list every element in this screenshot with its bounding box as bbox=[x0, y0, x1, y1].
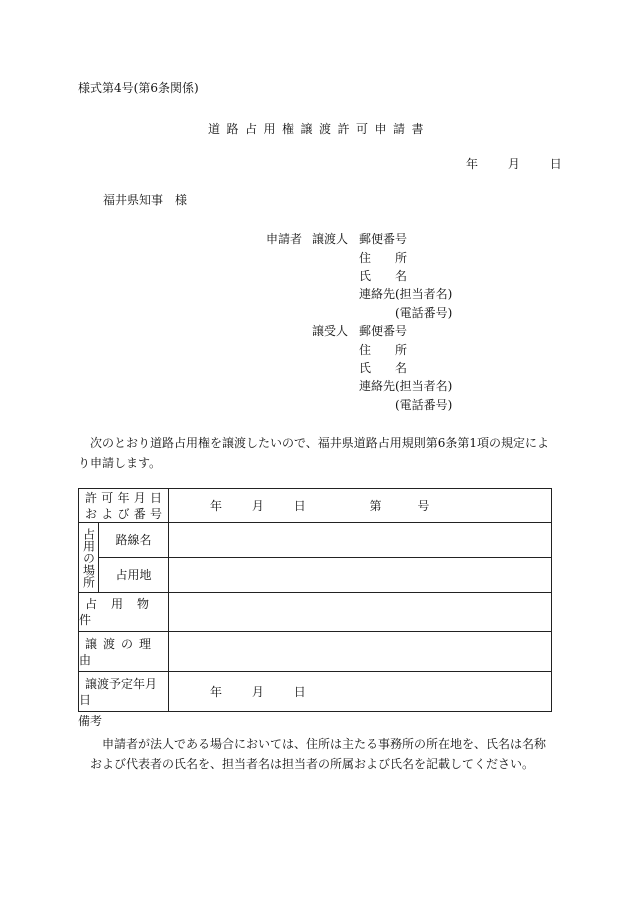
route-field[interactable] bbox=[169, 523, 552, 558]
application-table bbox=[78, 488, 552, 712]
form-number: 様式第4号(第6条関係) bbox=[78, 81, 199, 95]
remarks-heading: 備考 bbox=[78, 714, 103, 728]
planned-date-label-cell bbox=[79, 672, 169, 712]
reason-label: 譲渡の理由 bbox=[79, 636, 158, 667]
transferor-address-label: 住 所 bbox=[359, 251, 408, 265]
transferor-phone-label: (電話番号) bbox=[395, 306, 453, 320]
object-label-cell bbox=[79, 593, 169, 632]
applicant-label: 申請者 bbox=[266, 232, 303, 246]
transferor-postal-label: 郵便番号 bbox=[359, 232, 408, 246]
route-row bbox=[79, 523, 552, 558]
permit-date-label-cell bbox=[79, 489, 169, 523]
permit-day: 日 bbox=[293, 498, 306, 513]
planned-date-row bbox=[79, 672, 552, 712]
permit-row bbox=[79, 489, 552, 523]
location-field[interactable] bbox=[169, 558, 552, 593]
permit-gou: 号 bbox=[417, 498, 430, 513]
remarks-text: 申請者が法人である場合においては、住所は主たる事務所の所在地を、氏名は名称および代表者の氏名を、担当者名は担当者の所属および氏名を記載してください。 bbox=[90, 737, 547, 771]
application-date bbox=[466, 156, 562, 172]
transferor-label: 譲渡人 bbox=[312, 232, 349, 246]
permit-date-label-1: 許可年月日 bbox=[85, 490, 163, 505]
place-label: 占用の場所 bbox=[81, 527, 96, 588]
permit-year: 年 bbox=[210, 498, 223, 513]
reason-field[interactable] bbox=[169, 632, 552, 672]
date-day: 日 bbox=[549, 157, 562, 171]
transferee-contact-label: 連絡先(担当者名) bbox=[359, 379, 453, 393]
page-title: 道路占用権譲渡許可申請書 bbox=[208, 122, 431, 136]
transferee-name-label: 氏 名 bbox=[359, 361, 408, 375]
body-text: 次のとおり道路占用権を譲渡したいので、福井県道路占用規則第6条第1項の規定により申請します。 bbox=[78, 436, 550, 470]
date-year: 年 bbox=[466, 157, 479, 171]
transferee-postal-label: 郵便番号 bbox=[359, 324, 408, 338]
planned-year: 年 bbox=[210, 684, 223, 699]
route-label: 路線名 bbox=[99, 523, 169, 558]
addressee: 福井県知事 様 bbox=[103, 193, 188, 207]
permit-month: 月 bbox=[251, 498, 264, 513]
location-row bbox=[79, 558, 552, 593]
place-label-cell bbox=[79, 523, 99, 593]
transferor-name-label: 氏 名 bbox=[359, 269, 408, 283]
planned-day: 日 bbox=[293, 684, 306, 699]
location-label: 占用地 bbox=[99, 558, 169, 593]
planned-month: 月 bbox=[251, 684, 264, 699]
transferee-address-label: 住 所 bbox=[359, 343, 408, 357]
planned-date-field[interactable] bbox=[169, 672, 552, 712]
reason-row bbox=[79, 632, 552, 672]
transferee-phone-label: (電話番号) bbox=[395, 398, 453, 412]
transferor-contact-label: 連絡先(担当者名) bbox=[359, 287, 453, 301]
object-field[interactable] bbox=[169, 593, 552, 632]
permit-date-field[interactable] bbox=[169, 489, 552, 523]
object-row bbox=[79, 593, 552, 632]
permit-dai: 第 bbox=[369, 498, 382, 513]
object-label: 占用物件 bbox=[79, 597, 164, 627]
date-month: 月 bbox=[507, 157, 520, 171]
reason-label-cell bbox=[79, 632, 169, 672]
permit-date-label-2: および番号 bbox=[85, 506, 163, 521]
transferee-label: 譲受人 bbox=[312, 324, 349, 338]
planned-date-label: 譲渡予定年月日 bbox=[79, 676, 158, 707]
